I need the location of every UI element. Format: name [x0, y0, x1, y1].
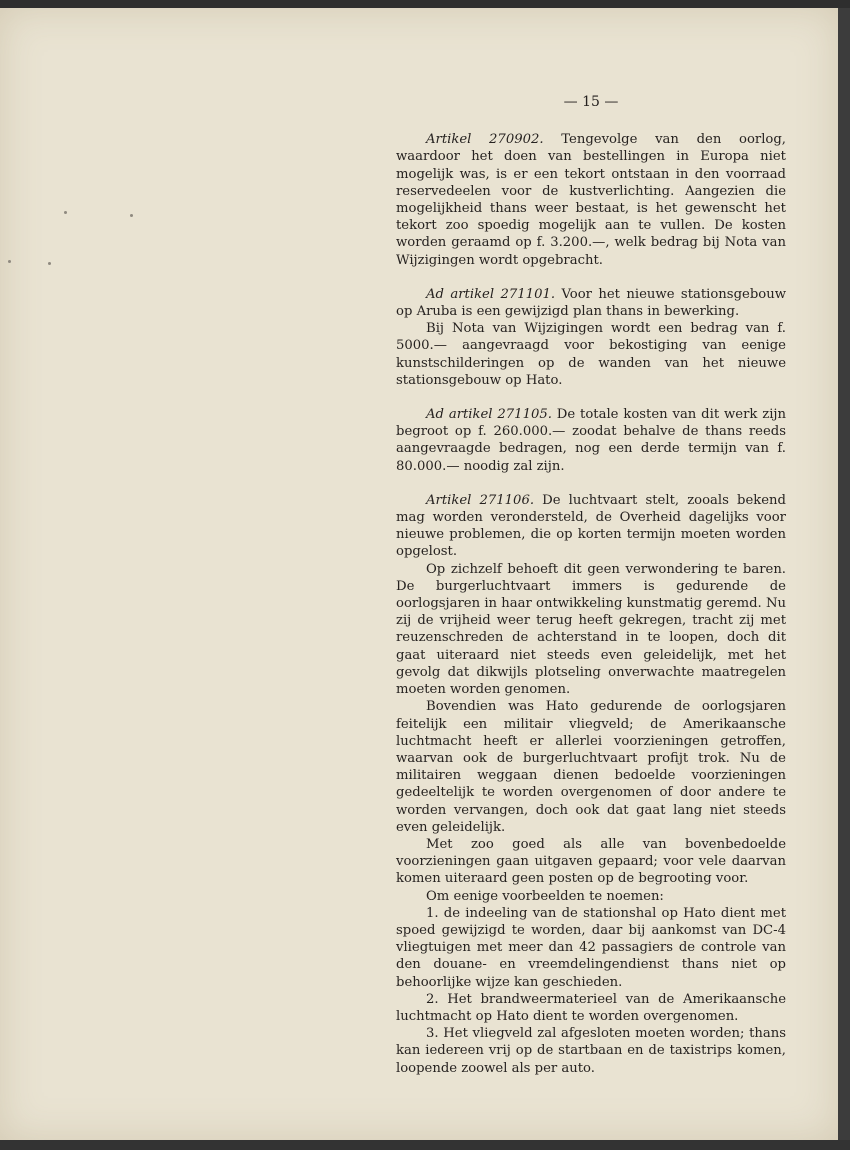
scan-edge-bottom — [0, 1140, 850, 1150]
scan-speck — [130, 214, 133, 217]
paragraph-text: Bij Nota van Wijzigingen wordt een bedrag van f. 5000.— aangevraagd voor bekostiging van eenige kunstschilderingen op de wanden van het nieuwe stationsgebouw op Hato. — [396, 321, 786, 388]
paragraph-text: Met zoo goed als alle van bovenbedoelde voorzieningen gaan uitgaven gepaard; voor vele daarvan komen uiteraard geen posten op de begrooting voor. — [396, 836, 786, 887]
scan-speck — [64, 211, 67, 214]
list-item: 2. Het brandweermaterieel van de Amerikaansche luchtmacht op Hato dient te worden overgenomen. — [396, 991, 786, 1024]
paragraph-text: Om eenige voorbeelden te noemen: — [426, 888, 664, 904]
paragraph-text: De luchtvaart stelt, zooals bekend mag worden verondersteld, de Overheid dagelijks voor nieuwe problemen, die op korten termijn moeten worden opgelost. — [396, 492, 786, 560]
list-item: 3. Het vliegveld zal afgesloten moeten worden; thans kan iedereen vrij op de startbaan en de taxistrips komen, loopende zoowel als per auto. — [396, 1026, 786, 1076]
article-heading: Artikel 271106. — [426, 492, 535, 508]
paragraph-text: Voor het nieuwe stationsgebouw op Aruba is een gewijzigd plan thans in bewerking. — [396, 286, 786, 320]
page-number: — 15 — — [563, 94, 619, 110]
article-heading: Ad artikel 271101. — [426, 286, 556, 302]
article-heading: Artikel 270902. — [426, 132, 544, 148]
article-heading: Ad artikel 271105. — [426, 407, 552, 423]
paragraph-artikel-270902 — [396, 131, 786, 269]
paragraph-text: Bovendien was Hato gedurende de oorlogsjaren feitelijk een militair vliegveld; de Amerikaansche luchtmacht heeft er allerlei voorzieningen getroffen, waarvan ook de burgerluchtvaart profijt trok. Nu de militairen weggaan dienen bedoelde voorzieningen gedeeltelijk te worden overgenomen of door andere te worden vervangen, doch ook dat gaat lang niet steeds even geleidelijk. — [396, 699, 786, 835]
list-item: 1. de indeeling van de stationshal op Hato dient met spoed gewijzigd te worden, daar bij aankomst van DC-4 vliegtuigen met meer dan 42 passagiers de controle van den douane- en vreemdelingendienst thans niet op behoorlijke wijze kan geschieden. — [396, 905, 786, 990]
document-page — [0, 8, 838, 1140]
scan-edge-right — [838, 8, 850, 1150]
paragraph-artikel-271106 — [396, 492, 786, 561]
scan-speck — [8, 260, 11, 263]
page-content — [396, 94, 786, 1077]
scan-speck — [48, 262, 51, 265]
paragraph-artikel-271105 — [396, 406, 786, 475]
paragraph-text: De totale kosten van dit werk zijn begroot op f. 260.000.— zoodat behalve de thans reeds aangevraagde bedragen, nog een derde termijn van f. 80.000.— noodig zal zijn. — [396, 407, 786, 474]
paragraph-text: Op zichzelf behoeft dit geen verwondering te baren. De burgerluchtvaart immers is gedurende de oorlogsjaren in haar ontwikkeling kunstmatig geremd. Nu zij de vrijheid weer terug heeft gekregen, tracht zij met reuzenschreden de achterstand in te loopen, doch dit gaat uiteraard niet steeds even geleidelijk, met het gevolg dat dikwijls plotseling onverwachte maatregelen moeten worden genomen. — [396, 561, 786, 698]
paragraph-text: Tengevolge van den oorlog, waardoor het doen van bestellingen in Europa niet mogelijk was, is er een tekort ontstaan in den voorraad reservedeelen voor de kustverlichting. Aangezien die mogelijkheid thans weer bestaat, is het gewenscht het tekort zoo spoedig mogelijk aan te vullen. De kosten worden geraamd op f. 3.200.—, welk bedrag bij Nota van Wijzigingen wordt opgebracht. — [396, 132, 786, 268]
paragraph-artikel-271101 — [396, 286, 786, 320]
